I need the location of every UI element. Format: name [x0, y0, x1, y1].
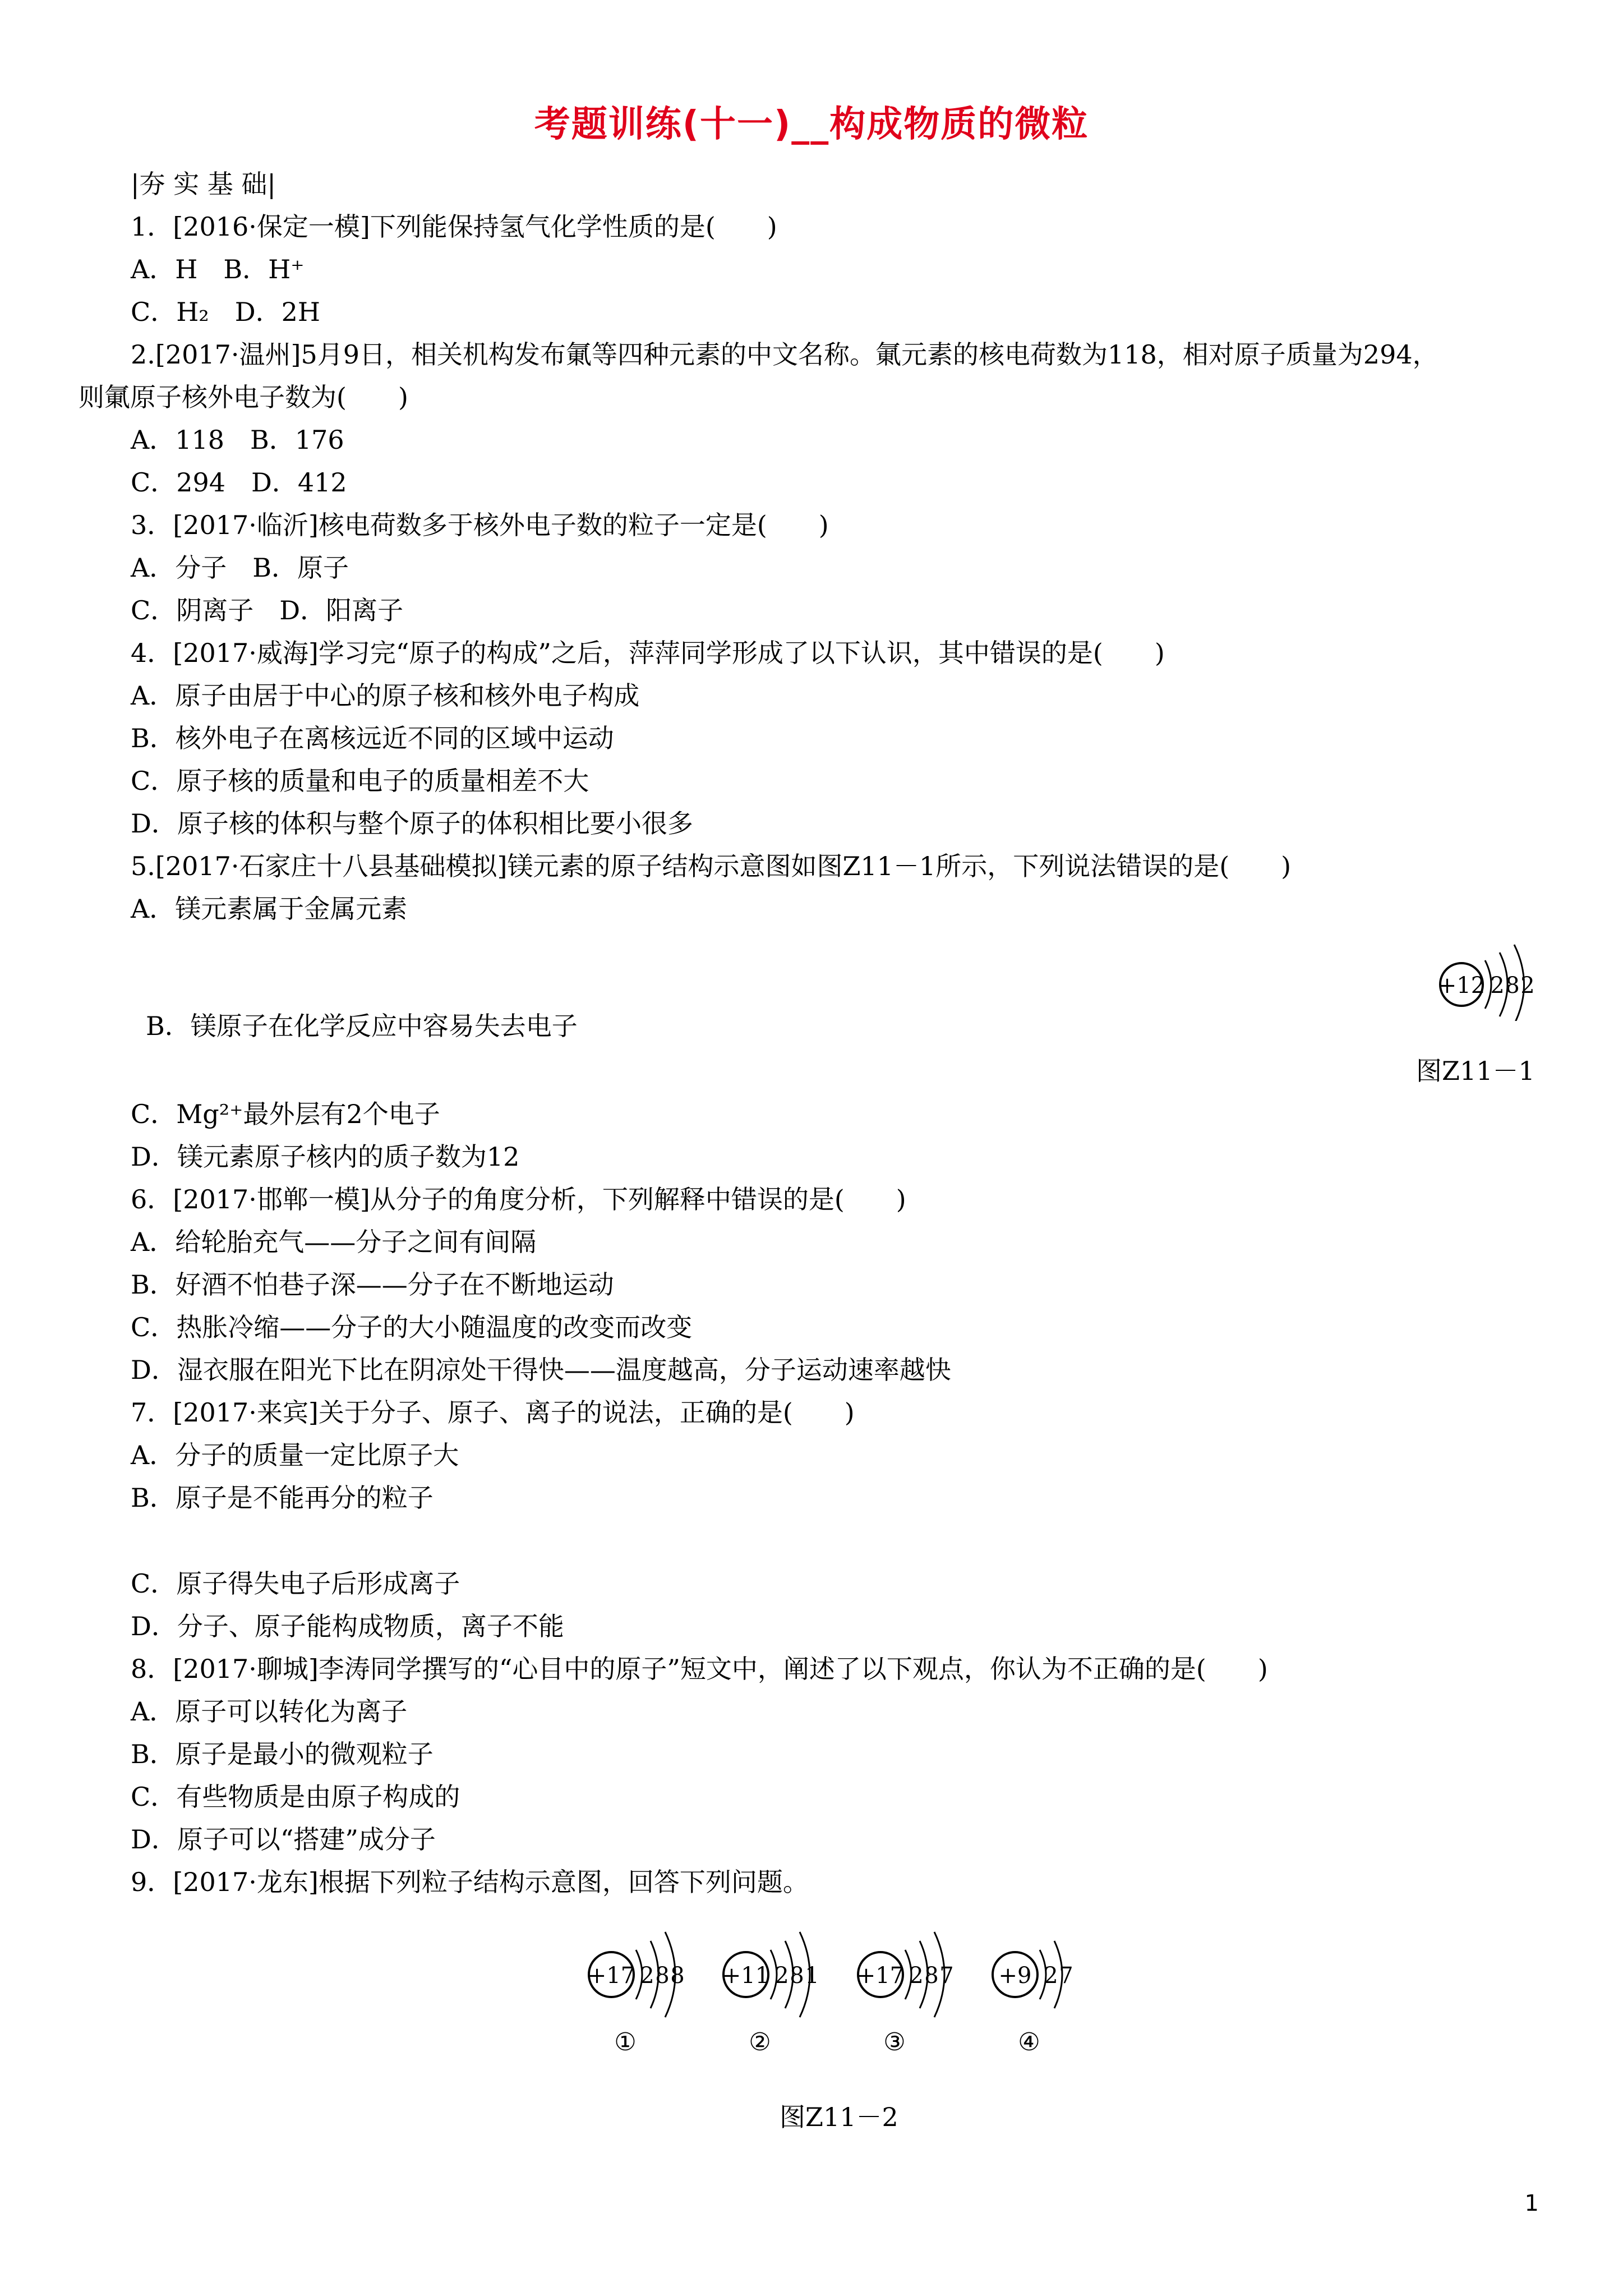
shell-electron-count: 2	[1490, 973, 1505, 999]
figure-z11-2-atom-diagrams	[578, 1907, 1127, 2092]
particle-diagram-4	[993, 1941, 1073, 2056]
particle-label: ①	[614, 2028, 637, 2056]
nucleus-charge: +17	[587, 1963, 635, 1989]
question-7-option-a: A．分子的质量一定比原子大	[131, 1440, 459, 1470]
shell-electron-count: 2	[909, 1963, 924, 1989]
question-9-stem: 9．[2017·龙东]根据下列粒子结构示意图，回答下列问题。	[131, 1867, 809, 1897]
question-6-option-c: C．热胀冷缩——分子的大小随温度的改变而改变	[131, 1312, 693, 1342]
shell-electron-count: 7	[1059, 1963, 1073, 1989]
question-7-option-b: B．原子是不能再分的粒子	[131, 1483, 434, 1513]
question-5-option-c: C．Mg²⁺最外层有2个电子	[131, 1099, 440, 1129]
page-number: 1	[1524, 2191, 1539, 2216]
question-6-option-a: A．给轮胎充气——分子之间有间隔	[131, 1227, 537, 1257]
page-title: 考题训练(十一)__构成物质的微粒	[534, 104, 1089, 145]
particle-label: ③	[883, 2028, 906, 2056]
shell-electron-count: 2	[1520, 973, 1535, 999]
nucleus-charge: +12	[1437, 973, 1486, 999]
shell-electron-count: 2	[774, 1963, 789, 1989]
shell-electron-count: 8	[655, 1963, 670, 1989]
question-4-stem: 4．[2017·威海]学习完“原子的构成”之后，萍萍同学形成了以下认识，其中错误的是( )	[131, 638, 1165, 668]
question-8-option-c: C．有些物质是由原子构成的	[131, 1782, 460, 1812]
question-8-stem: 8．[2017·聊城]李涛同学撰写的“心目中的原子”短文中，阐述了以下观点，你认为不正确的是( )	[131, 1654, 1268, 1684]
question-3-options-ab: A．分子 B．原子	[131, 553, 349, 583]
particle-diagram-1	[588, 1932, 685, 2056]
question-1-stem: 1．[2016·保定一模]下列能保持氢气化学性质的是( )	[131, 211, 777, 242]
question-3-options-cd: C．阴离子 D．阳离子	[131, 595, 404, 625]
section-heading: |夯 实 基 础|	[131, 169, 276, 199]
question-1-options-cd: C．H₂ D．2H	[131, 297, 321, 327]
question-4-option-d: D．原子核的体积与整个原子的体积相比要小很多	[131, 808, 693, 839]
question-8-option-d: D．原子可以“搭建”成分子	[131, 1824, 436, 1855]
particle-diagram-2	[722, 1932, 819, 2056]
question-2-options-cd: C．294 D．412	[131, 467, 347, 498]
question-6-stem: 6．[2017·邯郸一模]从分子的角度分析，下列解释中错误的是( )	[131, 1184, 906, 1214]
question-6-option-d: D．湿衣服在阳光下比在阴凉处干得快——温度越高，分子运动速率越快	[131, 1355, 951, 1385]
question-2-options-ab: A．118 B．176	[131, 425, 344, 455]
shell-electron-count: 8	[670, 1963, 685, 1989]
question-7-option-d: D．分子、原子能构成物质，离子不能	[131, 1611, 564, 1641]
shell-electron-count: 2	[1044, 1963, 1058, 1989]
shell-electron-count: 8	[924, 1963, 939, 1989]
question-3-stem: 3．[2017·临沂]核电荷数多于核外电子数的粒子一定是( )	[131, 510, 829, 540]
particle-label: ②	[749, 2028, 771, 2056]
nucleus-charge: +11	[722, 1963, 770, 1989]
question-8-option-a: A．原子可以转化为离子	[131, 1696, 408, 1727]
particle-label: ④	[1018, 2028, 1040, 2056]
question-4-option-c: C．原子核的质量和电子的质量相差不大	[131, 766, 589, 796]
question-4-option-b: B．核外电子在离核远近不同的区域中运动	[131, 723, 614, 753]
question-2-stem: 2.[2017·温州]5月9日，相关机构发布氭等四种元素的中文名称。氭元素的核电荷数为118，相对原子质量为294，	[131, 339, 1438, 370]
nucleus-charge: +9	[998, 1963, 1032, 1989]
question-5-option-d: D．镁元素原子核内的质子数为12	[131, 1142, 520, 1172]
figure-z11-2-caption: 图Z11－2	[780, 2102, 898, 2132]
question-4-option-a: A．原子由居于中心的原子核和核外电子构成	[131, 680, 640, 711]
shell-electron-count: 7	[939, 1963, 954, 1989]
nucleus-charge: +17	[856, 1963, 905, 1989]
question-2-stem-cont: 则氭原子核外电子数为( )	[79, 382, 408, 412]
question-8-option-b: B．原子是最小的微观粒子	[131, 1739, 434, 1769]
question-5-stem: 5.[2017·石家庄十八县基础模拟]镁元素的原子结构示意图如图Z11－1所示，下列说法错误的是( )	[131, 851, 1292, 881]
question-7-option-c: C．原子得失电子后形成离子	[131, 1568, 460, 1599]
question-5-option-b: B．镁原子在化学反应中容易失去电子	[146, 1011, 578, 1041]
shell-electron-count: 8	[1505, 973, 1520, 999]
question-1-options-ab: A．H B．H⁺	[131, 254, 305, 284]
shell-electron-count: 2	[640, 1963, 654, 1989]
figure-z11-1-caption: 图Z11－1	[1416, 1056, 1535, 1086]
shell-electron-count: 8	[790, 1963, 804, 1989]
question-5-option-a: A．镁元素属于金属元素	[131, 894, 408, 924]
question-6-option-b: B．好酒不怕巷子深——分子在不断地运动	[131, 1269, 614, 1300]
question-7-stem: 7．[2017·来宾]关于分子、原子、离子的说法，正确的是( )	[131, 1397, 855, 1428]
particle-diagram-3	[857, 1932, 954, 2056]
shell-electron-count: 1	[805, 1963, 819, 1989]
figure-z11-1-atom-diagram	[1436, 926, 1548, 1021]
